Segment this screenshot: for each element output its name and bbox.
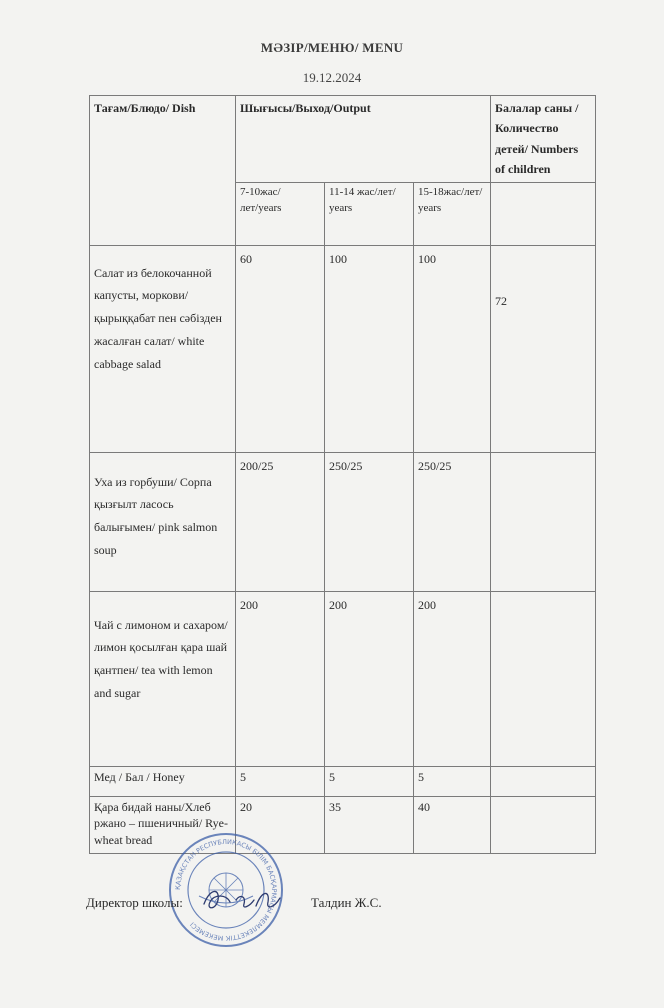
children-cell-blank (491, 452, 596, 591)
children-cell-blank (491, 591, 596, 766)
age-group-7-10: 7-10жас/лет/years (236, 182, 325, 245)
table-row (90, 245, 596, 452)
output-value: 35 (325, 796, 414, 853)
output-value: 40 (414, 796, 491, 853)
output-value: 5 (414, 766, 491, 796)
output-value: 250/25 (414, 452, 491, 591)
header-output: Шығысы/Выход/Output (236, 96, 491, 183)
output-value: 250/25 (325, 452, 414, 591)
menu-date: 19.12.2024 (302, 70, 362, 85)
table-header-row (90, 96, 596, 183)
page-title: МӘЗІР/МЕНЮ/ MENU (260, 40, 404, 55)
output-value: 100 (325, 245, 414, 452)
table-row (90, 766, 596, 796)
output-value: 200/25 (236, 452, 325, 591)
children-cell-blank (491, 182, 596, 245)
output-value: 200 (236, 591, 325, 766)
dish-name: Салат из белокочанной капусты, моркови/ қырыққабат пен сәбізден жасалған салат/ white cabbage salad (90, 245, 236, 452)
header-children: Балалар саны /Количество детей/ Numbers of children (491, 96, 596, 183)
age-group-15-18: 15-18жас/лет/ years (414, 182, 491, 245)
table-row (90, 591, 596, 766)
output-value: 5 (325, 766, 414, 796)
menu-table (89, 95, 596, 854)
output-value: 200 (325, 591, 414, 766)
dish-name: Мед / Бал / Honey (90, 766, 236, 796)
output-value: 100 (414, 245, 491, 452)
header-dish: Тағам/Блюдо/ Dish (90, 96, 236, 246)
children-cell-blank (491, 796, 596, 853)
children-count: 72 (491, 245, 596, 452)
dish-name: Қара бидай наны/Хлеб ржано – пшеничный/ Rye-wheat bread (90, 796, 236, 853)
stamp-text: ҚАЗАҚСТАН РЕСПУБЛИКАСЫ БІЛІМ БАСҚАРМАСЫ МЕМЛЕКЕТТІК МЕКЕМЕСІ (173, 837, 279, 943)
dish-name: Уха из горбуши/ Сорпа қызғылт ласось балығымен/ pink salmon soup (90, 452, 236, 591)
age-group-11-14: 11-14 жас/лет/ years (325, 182, 414, 245)
director-label: Директор школы: (86, 895, 183, 910)
table-row (90, 452, 596, 591)
output-value: 200 (414, 591, 491, 766)
output-value: 60 (236, 245, 325, 452)
director-signature (196, 880, 286, 920)
output-value: 5 (236, 766, 325, 796)
dish-name: Чай с лимоном и сахаром/ лимон қосылған қара шай қантпен/ tea with lemon and sugar (90, 591, 236, 766)
director-name: Талдин Ж.С. (311, 895, 382, 910)
children-cell-blank (491, 766, 596, 796)
output-value: 20 (236, 796, 325, 853)
